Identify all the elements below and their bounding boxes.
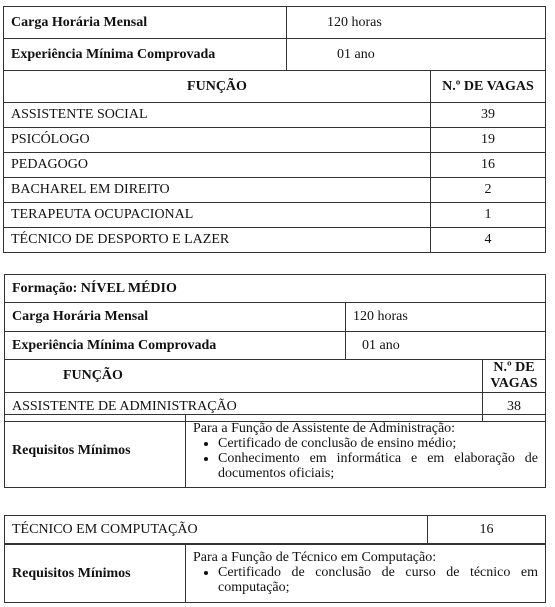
requisitos-table-comp	[4, 544, 546, 603]
requisitos-intro: Para a Função de Assistente de Administração:	[193, 421, 456, 436]
funcao-cell: PEDAGOGO	[4, 153, 431, 178]
funcao-cell: BACHAREL EM DIREITO	[4, 178, 431, 203]
table-row	[4, 153, 546, 178]
formacao-title: Formação: NÍVEL MÉDIO	[5, 275, 546, 303]
requisitos-intro: Para a Função de Técnico em Computação:	[193, 550, 437, 565]
vagas-cell: 19	[431, 128, 546, 153]
col-vagas-header: N.º DE VAGAS	[431, 71, 546, 103]
list-item: • Certificado de conclusão de curso de técnico em computação;	[218, 565, 538, 595]
funcao-cell: TÉCNICO DE DESPORTO E LAZER	[4, 228, 431, 253]
vagas-cell: 4	[431, 228, 546, 253]
list-item: • Conhecimento em informática e em elaboração de documentos oficiais;	[218, 451, 538, 481]
table-row	[5, 516, 546, 544]
requisitos-list	[193, 565, 538, 595]
experiencia-label: Experiência Mínima Comprovada	[4, 39, 287, 71]
experiencia-label: Experiência Mínima Comprovada	[5, 332, 346, 360]
funcao-cell: ASSISTENTE SOCIAL	[4, 103, 431, 128]
vagas-cell: 2	[431, 178, 546, 203]
requisitos-list	[193, 436, 538, 481]
table-row	[4, 178, 546, 203]
vagas-cell: 1	[431, 203, 546, 228]
table-row	[4, 203, 546, 228]
funcao-cell: PSICÓLOGO	[4, 128, 431, 153]
requisitos-label: Requisitos Mínimos	[5, 545, 186, 603]
vagas-cell: 38	[483, 393, 546, 422]
requisitos-label: Requisitos Mínimos	[5, 415, 186, 488]
table-row	[4, 128, 546, 153]
list-item: • Certificado de conclusão de ensino médio;	[218, 436, 538, 451]
carga-label: Carga Horária Mensal	[5, 303, 346, 332]
requisitos-content	[186, 415, 546, 488]
vagas-cell: 16	[431, 153, 546, 178]
col-vagas-header: N.º DE VAGAS	[483, 360, 546, 393]
carga-value: 120 horas	[287, 7, 546, 39]
requisitos-table-adm	[4, 414, 546, 488]
vagas-cell: 39	[431, 103, 546, 128]
col-funcao-header: FUNÇÃO	[5, 360, 483, 393]
experiencia-value: 01 ano	[287, 39, 546, 71]
computacao-table	[4, 515, 546, 544]
table-row	[4, 103, 546, 128]
col-funcao-header: FUNÇÃO	[4, 71, 431, 103]
nivel-medio-vagas-table	[4, 359, 546, 422]
carga-label: Carga Horária Mensal	[4, 7, 287, 39]
vagas-table	[3, 70, 546, 253]
vagas-cell: 16	[428, 516, 546, 544]
top-info-table	[3, 6, 546, 71]
table-row	[4, 228, 546, 253]
funcao-cell: TERAPEUTA OCUPACIONAL	[4, 203, 431, 228]
funcao-cell: TÉCNICO EM COMPUTAÇÃO	[5, 516, 428, 544]
nivel-medio-table	[4, 274, 546, 360]
requisitos-content	[186, 545, 546, 603]
funcao-cell: ASSISTENTE DE ADMINISTRAÇÃO	[5, 393, 483, 422]
experiencia-value: 01 ano	[346, 332, 546, 360]
carga-value: 120 horas	[346, 303, 546, 332]
